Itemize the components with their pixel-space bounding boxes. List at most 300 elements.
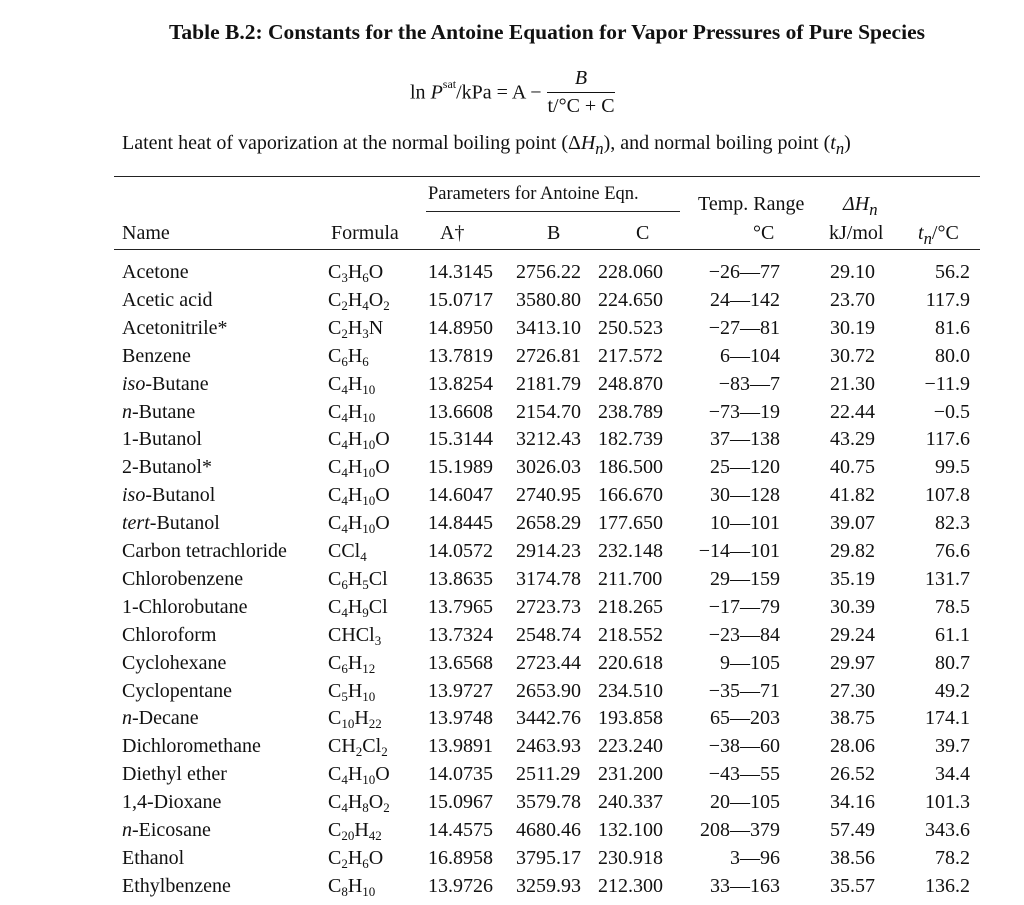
equation-rest: /kPa = A − [456, 81, 542, 104]
formula-subscript: 12 [362, 660, 376, 676]
cell-name [122, 816, 211, 844]
cell-c: 193.858 [598, 707, 663, 730]
cell-b: 3413.10 [516, 316, 581, 339]
formula-element: O [375, 484, 390, 507]
antoine-equation [410, 62, 615, 122]
cell-a: 13.9748 [428, 707, 493, 730]
cell-dh: 28.06 [830, 735, 875, 758]
cell-b: 3580.80 [516, 288, 581, 311]
formula-subscript: 4 [341, 493, 348, 509]
formula-subscript: 4 [341, 521, 348, 537]
formula-element: C [328, 791, 342, 814]
name-text: Acetic acid [122, 288, 213, 311]
name-text: 1-Butanol [122, 428, 202, 451]
cell-b: 2726.81 [516, 344, 581, 367]
formula-element: C [328, 874, 342, 897]
cell-c: 231.200 [598, 763, 663, 786]
name-text: Cyclohexane [122, 651, 227, 674]
cell-temp-range: 3—96 [730, 846, 780, 869]
antoine-group-rule [426, 211, 680, 212]
cell-a: 15.3144 [428, 428, 493, 451]
formula-element: C [328, 316, 342, 339]
formula-element: CH [328, 735, 356, 758]
cell-temp-range: 24—142 [710, 288, 780, 311]
cell-temp-range: 30—128 [710, 484, 780, 507]
formula-element: Cl [368, 595, 388, 618]
cell-tn: 56.2 [935, 261, 970, 283]
formula-subscript: 4 [341, 409, 348, 425]
cell-name [122, 872, 231, 900]
formula-subscript: 2 [383, 297, 390, 313]
cell-name [122, 788, 221, 816]
formula-element: C [328, 484, 342, 507]
formula-element: O [375, 428, 390, 451]
formula-element: H [347, 316, 363, 339]
header-dh [843, 193, 878, 220]
cell-temp-range: 9—105 [720, 651, 780, 674]
cell-name [122, 286, 213, 314]
cell-b: 2653.90 [516, 679, 581, 702]
cell-tn: 39.7 [935, 735, 970, 758]
cell-tn: 117.6 [925, 428, 970, 451]
cell-a: 14.8950 [428, 316, 493, 339]
name-prefix: iso [122, 372, 146, 395]
cell-temp-range: 208—379 [700, 819, 780, 841]
cell-c: 182.739 [598, 428, 663, 451]
formula-element: H [347, 512, 363, 535]
cell-c: 211.700 [598, 567, 663, 590]
name-text: 1,4-Dioxane [122, 791, 222, 814]
formula-element: H [347, 484, 363, 507]
formula-element: Cl [362, 735, 382, 758]
formula-subscript: 10 [362, 409, 376, 425]
cell-b: 3795.17 [516, 846, 581, 869]
formula-subscript: 4 [341, 800, 348, 816]
formula-subscript: 4 [360, 549, 367, 564]
cell-name [122, 844, 184, 872]
table-top-rule [114, 176, 980, 177]
formula-element: C [328, 456, 342, 479]
formula-element: H [354, 707, 369, 730]
name-text: Carbon tetrachloride [122, 540, 287, 562]
header-dh-symbol: ΔH [843, 193, 870, 215]
formula-element: H [347, 679, 363, 702]
subtitle-h-sub: n [595, 139, 604, 158]
cell-c: 186.500 [598, 456, 663, 479]
cell-a: 13.9891 [428, 735, 493, 758]
cell-dh: 30.19 [830, 316, 875, 339]
cell-name [122, 314, 228, 342]
cell-tn: 131.7 [925, 567, 970, 590]
equation-p: P [430, 81, 443, 104]
cell-c: 248.870 [598, 372, 663, 395]
cell-temp-range: −14—101 [698, 540, 780, 562]
formula-element: H [347, 261, 363, 283]
cell-dh: 30.72 [830, 344, 875, 367]
formula-element: C [328, 428, 342, 451]
cell-temp-range: −43—55 [708, 763, 780, 786]
formula-subscript: 4 [341, 772, 348, 788]
cell-temp-range: 65—203 [710, 707, 780, 730]
formula-element: H [347, 651, 363, 674]
formula-element: Cl [368, 567, 388, 590]
header-formula: Formula [331, 222, 399, 244]
cell-a: 15.1989 [428, 456, 493, 479]
subtitle-t: t [830, 132, 836, 154]
formula-subscript: 2 [341, 325, 348, 341]
name-text: -Decane [132, 707, 199, 730]
name-text: Acetone [122, 261, 189, 283]
cell-tn: 343.6 [925, 819, 970, 841]
cell-a: 14.8445 [428, 512, 493, 535]
name-prefix: n [122, 707, 132, 730]
equation-denominator: t/°C + C [547, 94, 615, 117]
formula-subscript: 6 [341, 353, 348, 369]
cell-tn: 34.4 [935, 763, 970, 786]
cell-tn: 174.1 [925, 707, 970, 730]
formula-element: H [347, 791, 363, 814]
name-text: 2-Butanol* [122, 456, 212, 479]
name-text: Chlorobenzene [122, 567, 244, 590]
cell-tn: −11.9 [924, 372, 970, 395]
formula-subscript: 42 [368, 828, 382, 843]
cell-b: 3174.78 [516, 567, 581, 590]
subtitle-part2: ), and normal boiling point ( [603, 132, 831, 154]
cell-tn: 107.8 [925, 484, 970, 507]
formula-subscript: 9 [362, 604, 369, 620]
formula-element: C [328, 595, 342, 618]
cell-dh: 39.07 [830, 512, 875, 535]
header-tn-symbol: t [918, 222, 924, 244]
formula-element: H [354, 819, 369, 841]
formula-element: C [328, 567, 342, 590]
cell-a: 13.6608 [428, 400, 493, 423]
formula-element: C [328, 261, 342, 283]
cell-temp-range: 6—104 [720, 344, 780, 367]
cell-a: 15.0967 [428, 791, 493, 814]
cell-dh: 35.19 [830, 567, 875, 590]
name-text: Benzene [122, 344, 191, 367]
header-dh-sub: n [869, 200, 878, 219]
equation-lhs [410, 76, 542, 105]
cell-dh: 41.82 [830, 484, 875, 507]
formula-subscript: 5 [362, 576, 369, 592]
formula-subscript: 10 [362, 521, 376, 537]
formula-element: C [328, 679, 342, 702]
cell-dh: 35.57 [830, 874, 875, 897]
cell-dh: 30.39 [830, 595, 875, 618]
formula-element: C [328, 763, 342, 786]
name-text: Cyclopentane [122, 679, 232, 702]
formula-subscript: 4 [362, 297, 369, 313]
formula-element: H [347, 372, 363, 395]
name-text: -Butane [132, 400, 196, 423]
formula-element: C [328, 372, 342, 395]
cell-name [122, 677, 232, 705]
cell-b: 2154.70 [516, 400, 581, 423]
name-text: Ethylbenzene [122, 874, 231, 897]
formula-element: H [347, 567, 363, 590]
cell-name [122, 593, 248, 621]
cell-dh: 23.70 [830, 288, 875, 311]
cell-name [122, 537, 287, 565]
cell-name [122, 258, 189, 286]
cell-a: 13.8635 [428, 567, 493, 590]
formula-subscript: 2 [383, 800, 390, 816]
cell-c: 234.510 [598, 679, 663, 702]
formula-element: H [347, 428, 363, 451]
formula-subscript: 10 [362, 688, 376, 704]
cell-c: 228.060 [598, 261, 663, 283]
header-c: C [636, 222, 650, 244]
cell-c: 177.650 [598, 512, 663, 535]
cell-a: 13.7819 [428, 344, 493, 367]
name-text: Ethanol [122, 846, 185, 869]
cell-b: 3259.93 [516, 874, 581, 897]
cell-name [122, 760, 227, 788]
cell-dh: 29.97 [830, 651, 875, 674]
formula-element: H [347, 874, 363, 897]
formula-element: H [347, 846, 363, 869]
name-text: -Butanol [149, 512, 220, 535]
cell-temp-range: 25—120 [710, 456, 780, 479]
cell-a: 13.9726 [428, 874, 493, 897]
name-text: Chloroform [122, 623, 217, 646]
cell-tn: 78.2 [935, 846, 970, 869]
formula-element: N [368, 316, 384, 339]
header-temp-unit: °C [753, 222, 775, 244]
cell-a: 15.0717 [428, 288, 493, 311]
cell-b: 4680.46 [516, 819, 581, 841]
cell-dh: 22.44 [830, 400, 875, 423]
formula-element: C [328, 512, 342, 535]
cell-name [122, 565, 243, 593]
cell-tn: 80.0 [935, 344, 970, 367]
cell-a: 13.9727 [428, 679, 493, 702]
table-header-rule [114, 249, 980, 250]
cell-temp-range: 33—163 [710, 874, 780, 897]
subtitle-t-sub: n [835, 139, 845, 158]
table-title: Table B.2: Constants for the Antoine Equation for Vapor Pressures of Pure Species [169, 20, 925, 44]
formula-element: C [328, 846, 342, 869]
cell-a: 13.7965 [428, 595, 493, 618]
formula-element: O [368, 846, 384, 869]
cell-temp-range: −73—19 [708, 400, 780, 423]
cell-b: 2740.95 [516, 484, 581, 507]
formula-subscript: 20 [341, 828, 355, 843]
cell-dh: 26.52 [830, 763, 875, 786]
cell-dh: 40.75 [830, 456, 875, 479]
cell-dh: 21.30 [830, 372, 875, 395]
cell-b: 3026.03 [516, 456, 581, 479]
cell-temp-range: 10—101 [710, 512, 780, 535]
name-text: -Butane [145, 372, 209, 395]
formula-element: H [347, 344, 363, 367]
subtitle-h: H [580, 132, 596, 154]
formula-subscript: 5 [341, 688, 348, 704]
header-tn-sub: n [923, 229, 932, 248]
name-prefix: iso [122, 484, 146, 507]
cell-b: 3579.78 [516, 791, 581, 814]
cell-a: 14.0572 [428, 540, 493, 562]
cell-temp-range: −17—79 [708, 595, 780, 618]
formula-subscript: 6 [362, 855, 369, 871]
cell-name [122, 370, 209, 398]
cell-b: 3212.43 [516, 428, 581, 451]
formula-subscript: 10 [362, 493, 376, 509]
name-prefix: n [122, 819, 132, 841]
cell-c: 212.300 [598, 874, 663, 897]
header-name: Name [122, 222, 170, 244]
cell-b: 2756.22 [516, 261, 581, 283]
cell-c: 166.670 [598, 484, 663, 507]
name-prefix: tert [122, 512, 150, 535]
formula-subscript: 2 [381, 744, 388, 760]
subtitle-part1: Latent heat of vaporization at the normal boiling point (Δ [122, 132, 581, 154]
header-b: B [547, 222, 561, 244]
equation-sat: sat [442, 76, 457, 91]
formula-element: H [347, 400, 363, 423]
formula-subscript: 6 [362, 353, 369, 369]
formula-element: O [375, 763, 390, 786]
cell-tn: 78.5 [935, 595, 970, 618]
formula-element: CCl [328, 540, 361, 562]
formula-element: H [347, 595, 363, 618]
cell-dh: 38.56 [830, 846, 875, 869]
cell-dh: 57.49 [830, 819, 875, 841]
cell-b: 2463.93 [516, 735, 581, 758]
cell-c: 220.618 [598, 651, 663, 674]
header-a: A† [440, 222, 465, 244]
cell-temp-range: −83—7 [718, 372, 780, 395]
name-prefix: n [122, 400, 132, 423]
cell-name [122, 509, 220, 537]
cell-c: 218.265 [598, 595, 663, 618]
formula-subscript: 10 [362, 437, 376, 453]
formula-subscript: 6 [341, 660, 348, 676]
cell-c: 223.240 [598, 735, 663, 758]
cell-c: 218.552 [598, 623, 663, 646]
cell-a: 13.7324 [428, 623, 493, 646]
cell-dh: 29.82 [830, 540, 875, 562]
cell-dh: 43.29 [830, 428, 875, 451]
formula-subscript: 3 [374, 632, 382, 648]
cell-name [122, 732, 261, 760]
cell-a: 14.3145 [428, 261, 493, 283]
formula-element: C [328, 288, 342, 311]
formula-element: O [368, 288, 384, 311]
formula-subscript: 4 [341, 604, 348, 620]
subtitle-part3: ) [844, 132, 851, 154]
formula-element: C [328, 400, 342, 423]
cell-temp-range: 37—138 [710, 428, 780, 451]
cell-a: 13.6568 [428, 651, 493, 674]
formula-element: O [375, 512, 390, 535]
equation-fraction [547, 67, 614, 118]
cell-dh: 29.24 [830, 623, 875, 646]
formula-subscript: 8 [362, 800, 369, 816]
formula-subscript: 22 [368, 716, 382, 732]
cell-tn: 117.9 [925, 288, 970, 311]
formula-subscript: 4 [341, 381, 348, 397]
cell-dh: 38.75 [830, 707, 875, 730]
cell-tn: 99.5 [935, 456, 970, 479]
cell-name [122, 453, 212, 481]
name-text: Acetonitrile* [122, 316, 228, 339]
formula-subscript: 2 [341, 855, 348, 871]
equation-numerator: B [574, 66, 588, 89]
cell-c: 250.523 [598, 316, 663, 339]
formula-subscript: 2 [341, 297, 348, 313]
formula-subscript: 6 [362, 270, 369, 285]
formula-element: O [368, 791, 384, 814]
cell-c: 217.572 [598, 344, 663, 367]
formula-element: H [347, 763, 363, 786]
cell-dh: 34.16 [830, 791, 875, 814]
cell-c: 230.918 [598, 846, 663, 869]
cell-name [122, 481, 215, 509]
formula-element: O [375, 456, 390, 479]
cell-c: 240.337 [598, 791, 663, 814]
cell-tn: −0.5 [933, 400, 970, 423]
cell-name [122, 342, 191, 370]
cell-tn: 101.3 [925, 791, 970, 814]
header-temp-range: Temp. Range [698, 193, 805, 215]
formula-subscript: 4 [341, 465, 348, 481]
cell-tn: 61.1 [935, 623, 970, 646]
cell-tn: 136.2 [925, 874, 970, 897]
cell-c: 224.650 [598, 288, 663, 311]
cell-tn: 81.6 [935, 316, 970, 339]
cell-name [122, 649, 226, 677]
formula-subscript: 10 [362, 772, 376, 788]
formula-element: C [328, 707, 342, 730]
cell-tn: 49.2 [935, 679, 970, 702]
cell-tn: 82.3 [935, 512, 970, 535]
cell-a: 13.8254 [428, 372, 493, 395]
formula-subscript: 8 [341, 883, 348, 899]
cell-b: 2658.29 [516, 512, 581, 535]
cell-a: 14.4575 [428, 819, 493, 841]
header-dh-unit: kJ/mol [829, 222, 884, 244]
formula-element: O [368, 261, 384, 283]
cell-temp-range: −35—71 [708, 679, 780, 702]
cell-c: 238.789 [598, 400, 663, 423]
name-text: -Eicosane [132, 819, 211, 841]
formula-subscript: 3 [362, 325, 369, 341]
cell-b: 3442.76 [516, 707, 581, 730]
name-text: 1-Chlorobutane [122, 595, 248, 618]
cell-temp-range: −26—77 [708, 261, 780, 283]
cell-temp-range: −38—60 [708, 735, 780, 758]
formula-subscript: 4 [341, 437, 348, 453]
formula-element: C [328, 344, 342, 367]
cell-b: 2914.23 [516, 540, 581, 562]
cell-a: 14.6047 [428, 484, 493, 507]
formula-element: C [328, 651, 342, 674]
table-subtitle [122, 132, 851, 159]
formula-subscript: 2 [355, 744, 363, 760]
cell-name [122, 621, 216, 649]
name-text: Diethyl ether [122, 763, 227, 786]
cell-temp-range: −27—81 [708, 316, 780, 339]
cell-temp-range: −23—84 [708, 623, 780, 646]
cell-name [122, 398, 195, 426]
cell-formula [328, 872, 375, 905]
cell-tn: 80.7 [935, 651, 970, 674]
cell-b: 2723.44 [516, 651, 581, 674]
header-tn [918, 222, 959, 249]
